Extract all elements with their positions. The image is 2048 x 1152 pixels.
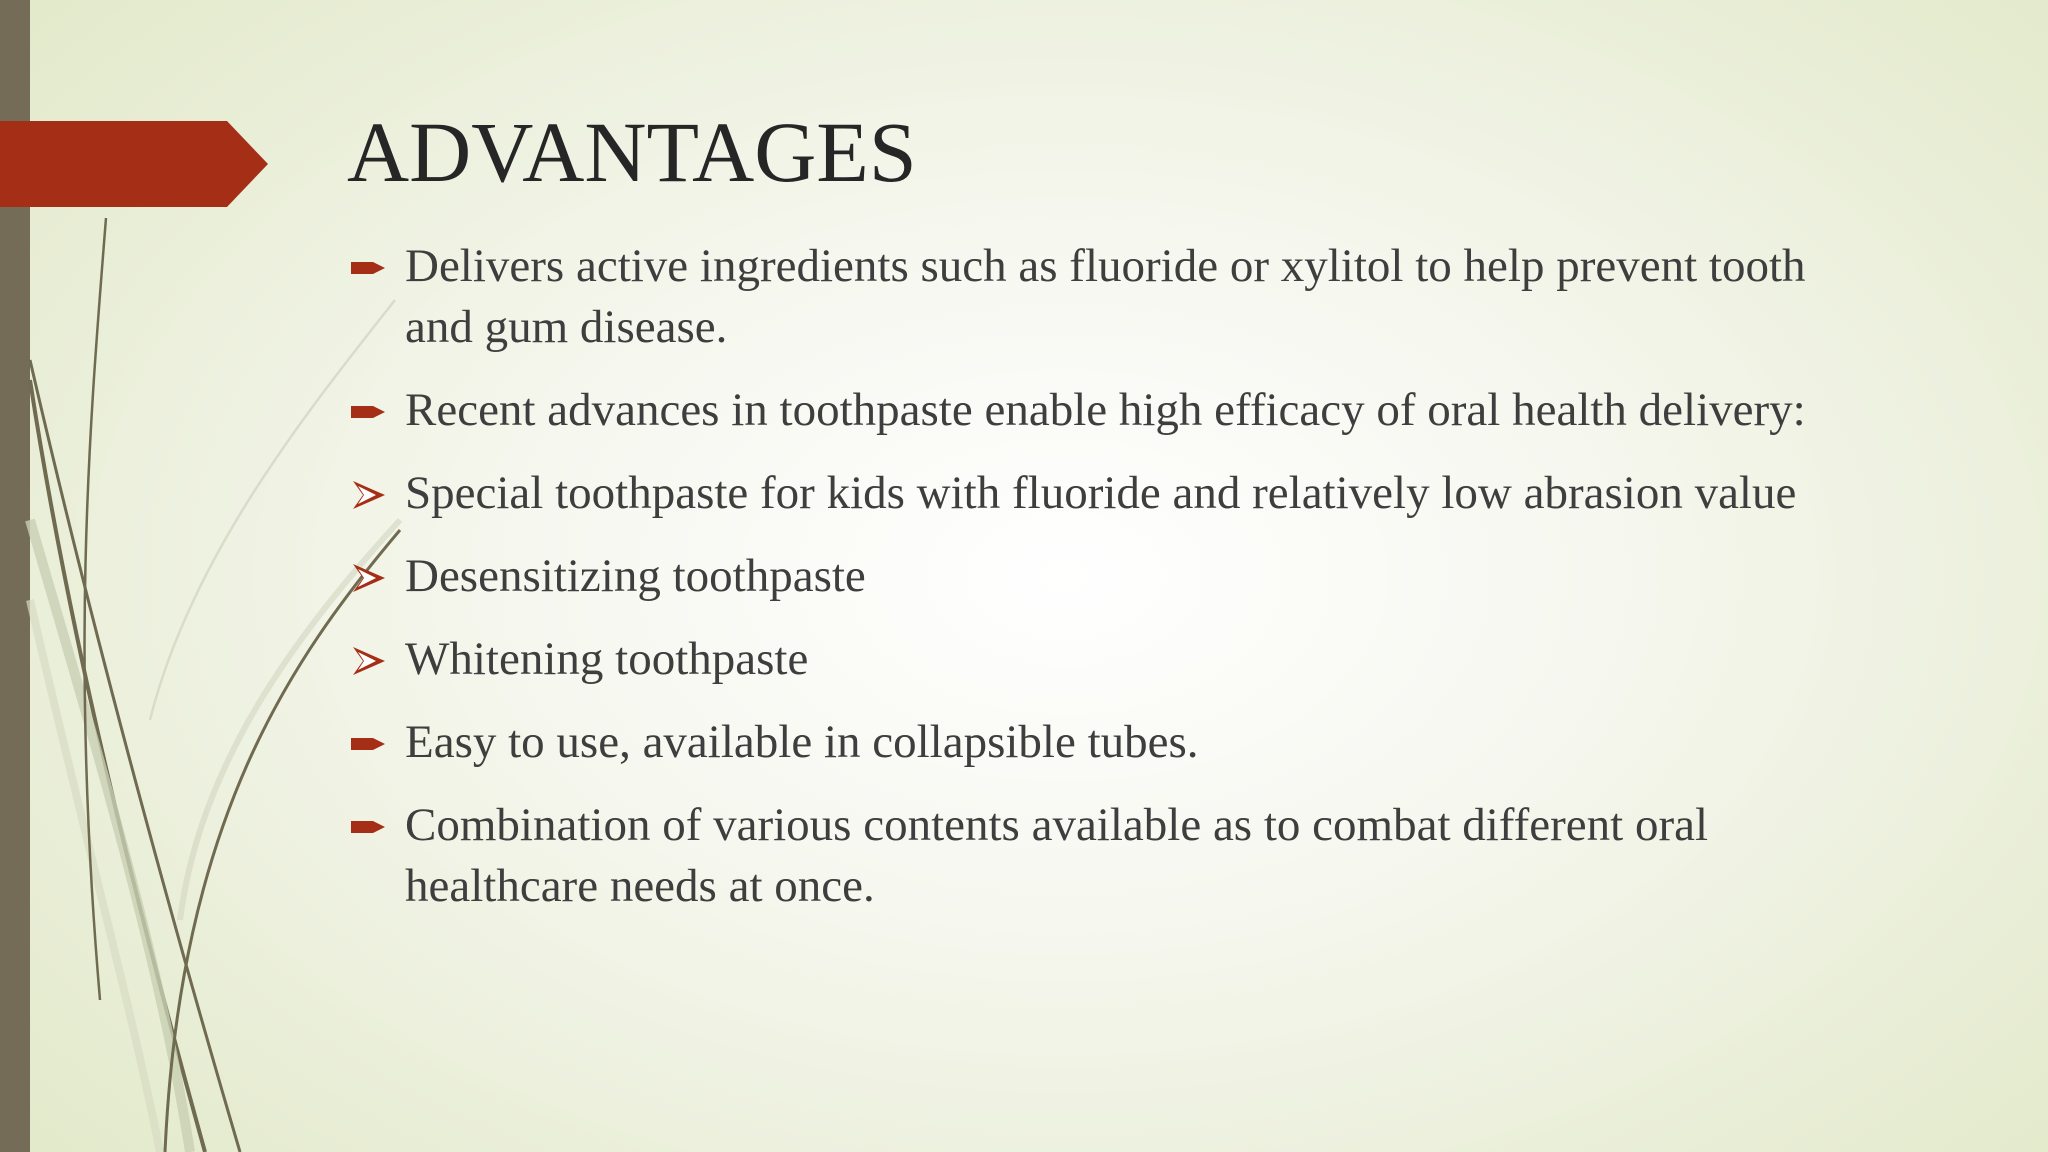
title-arrow-banner [0,121,270,207]
bullet-list [347,236,1827,939]
arrow-right-icon [351,398,387,426]
bullet-text: Delivers active ingredients such as fluoride or xylitol to help prevent tooth and gum disease. [405,240,1806,353]
bullet-item [347,629,1827,690]
chevron-arrowhead-icon [351,647,387,675]
bullet-text: Recent advances in toothpaste enable high efficacy of oral health delivery: [405,384,1806,436]
arrow-right-icon [351,254,387,282]
bullet-text: Combination of various contents available as to combat different oral healthcare needs at once. [405,799,1709,912]
chevron-arrowhead-icon [351,564,387,592]
arrow-right-icon [351,730,387,758]
bullet-item [347,795,1827,917]
bullet-item [347,546,1827,607]
slide-title: ADVANTAGES [347,104,917,200]
bullet-text: Whitening toothpaste [405,633,809,685]
bullet-item [347,712,1827,773]
bullet-item [347,380,1827,441]
bullet-item [347,236,1827,358]
bullet-item [347,463,1827,524]
bullet-text: Special toothpaste for kids with fluoride and relatively low abrasion value [405,467,1797,519]
arrow-right-icon [351,813,387,841]
bullet-text: Desensitizing toothpaste [405,550,866,602]
chevron-arrowhead-icon [351,481,387,509]
bullet-text: Easy to use, available in collapsible tubes. [405,716,1199,768]
